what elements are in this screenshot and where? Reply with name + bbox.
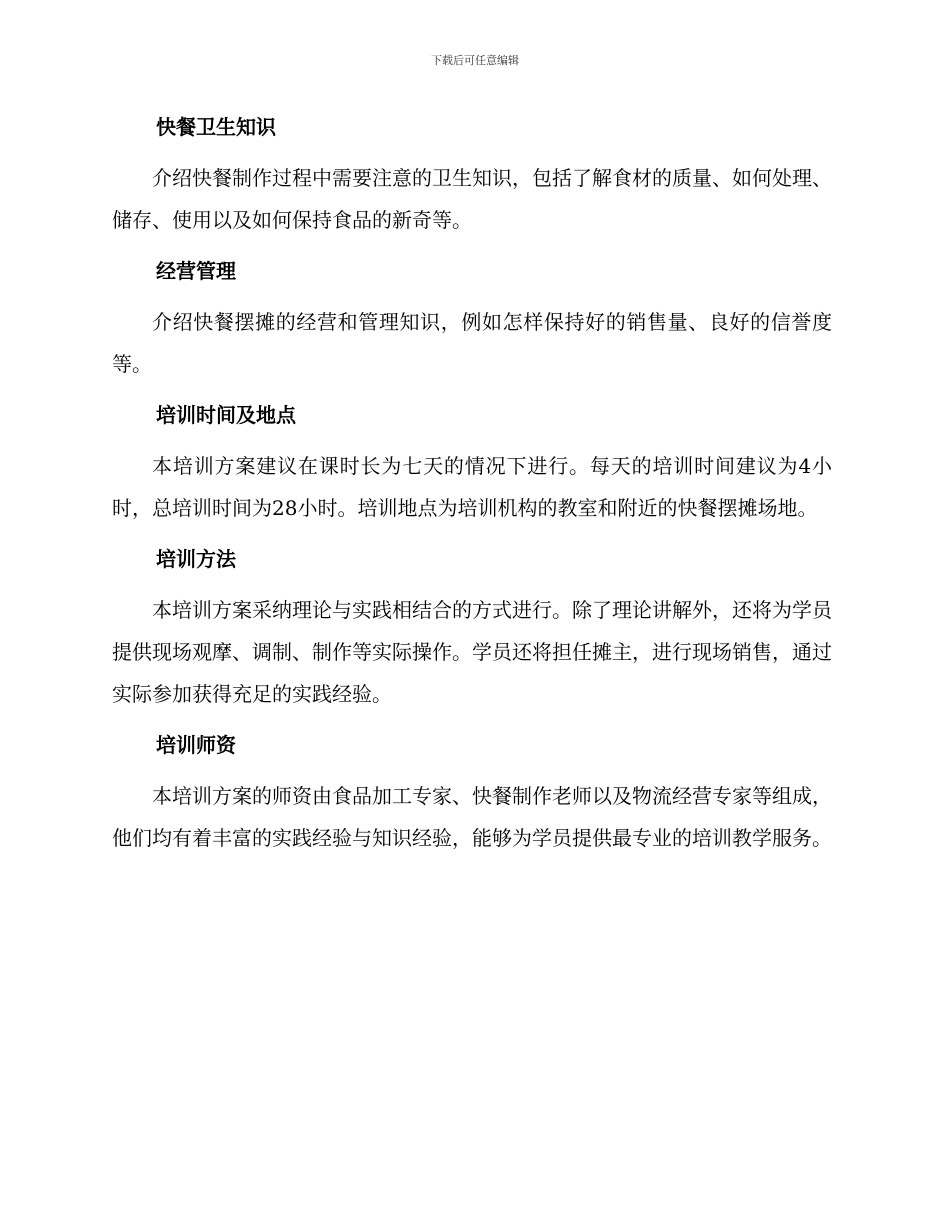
section-time-location bbox=[112, 399, 832, 529]
section-paragraph: 介绍快餐制作过程中需要注意的卫生知识，包括了解食材的质量、如何处理、储存、使用以及如何保持食品的新奇等。 bbox=[112, 166, 832, 232]
section-teachers bbox=[112, 729, 832, 859]
section-paragraph: 本培训方案采纳理论与实践相结合的方式进行。除了理论讲解外，还将为学员提供现场观摩、调制、制作等实际操作。学员还将担任摊主，进行现场销售，通过实际参加获得充足的实践经验。 bbox=[112, 598, 832, 706]
section-hygiene bbox=[112, 111, 832, 241]
document-body bbox=[112, 111, 832, 873]
section-method bbox=[112, 543, 832, 715]
section-management bbox=[112, 255, 832, 385]
page-header: 下载后可任意编辑 bbox=[431, 54, 519, 67]
section-paragraph: 介绍快餐摆摊的经营和管理知识，例如怎样保持好的销售量、良好的信誉度等。 bbox=[112, 310, 832, 376]
section-heading: 培训方法 bbox=[156, 547, 236, 571]
section-paragraph: 本培训方案的师资由食品加工专家、快餐制作老师以及物流经营专家等组成，他们均有着丰富的实践经验与知识经验，能够为学员提供最专业的培训教学服务。 bbox=[112, 784, 832, 850]
section-paragraph: 本培训方案建议在课时长为七天的情况下进行。每天的培训时间建议为4小时，总培训时间为28小时。培训地点为培训机构的教室和附近的快餐摆摊场地。 bbox=[112, 454, 832, 520]
section-heading: 经营管理 bbox=[156, 259, 236, 283]
section-heading: 培训师资 bbox=[156, 733, 236, 757]
section-heading: 快餐卫生知识 bbox=[156, 115, 276, 139]
section-heading: 培训时间及地点 bbox=[156, 403, 296, 427]
